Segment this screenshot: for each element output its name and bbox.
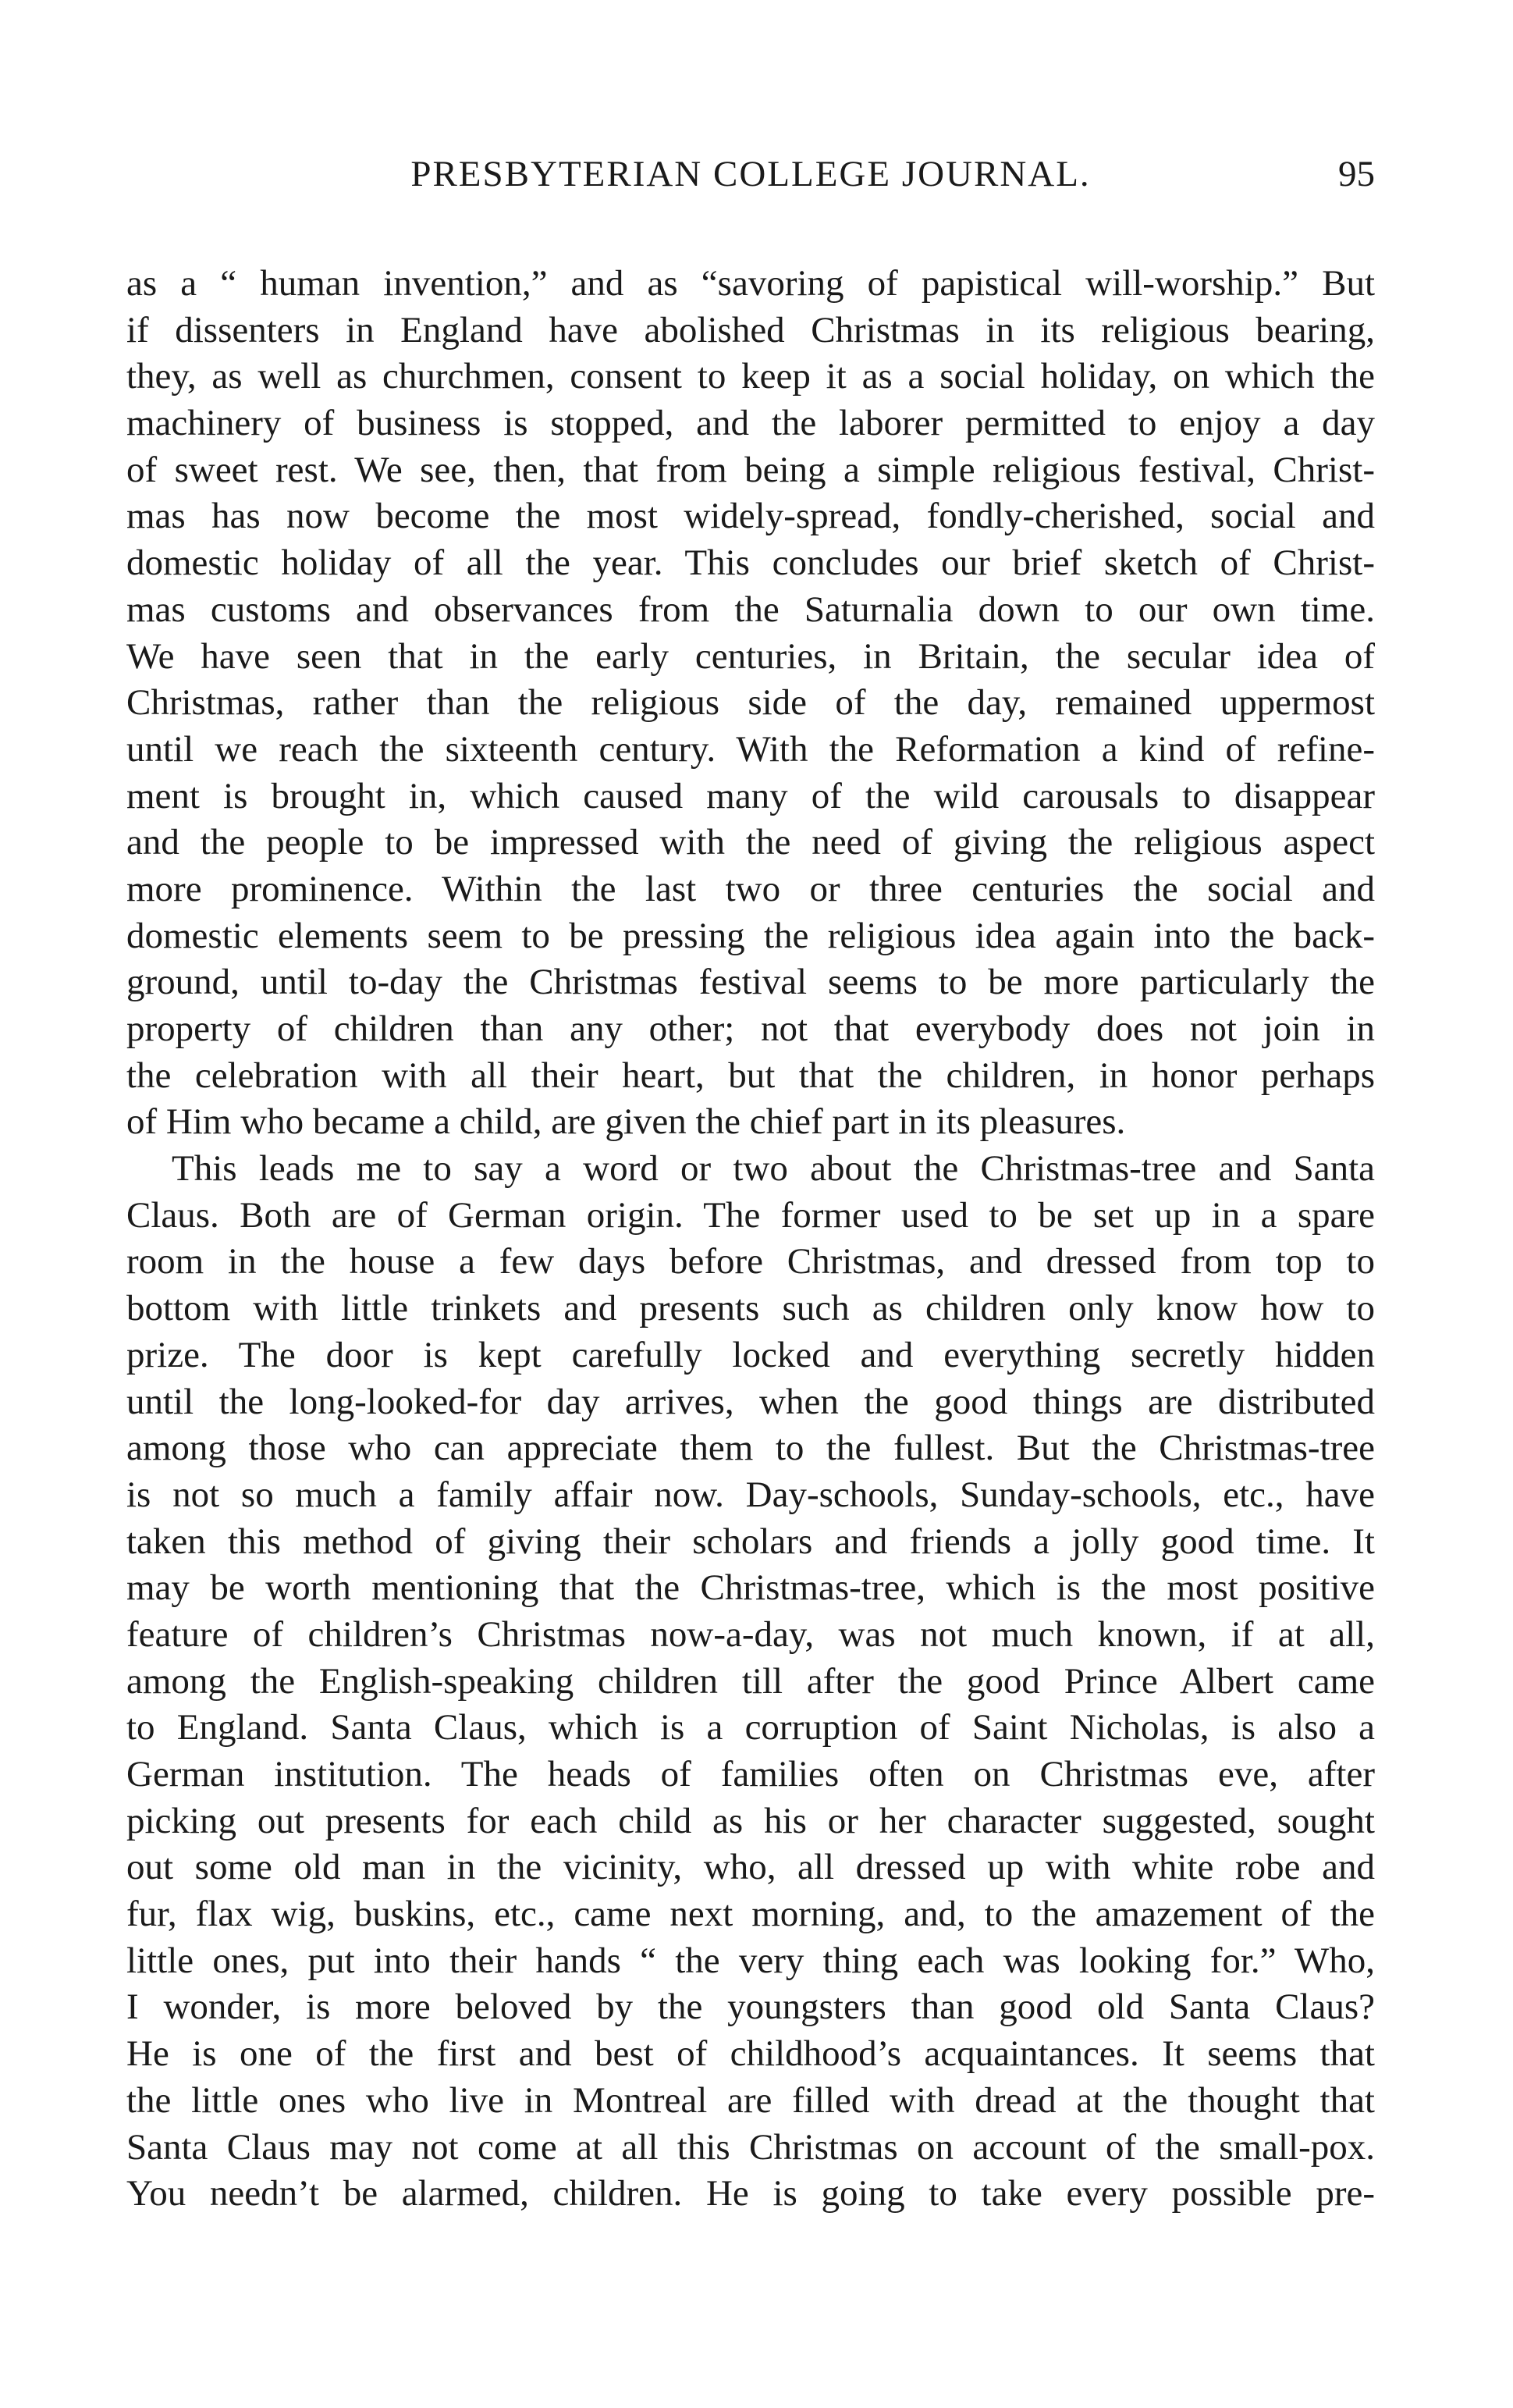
text-line: We have seen that in the early centuries, in Britain, the secular idea of — [126, 635, 1375, 677]
text-line: Christmas, rather than the religious side of the day, remained uppermost — [126, 682, 1375, 724]
text-line: little ones, put into their hands “ the very thing each was looking for.” Who, — [126, 1940, 1375, 1981]
text-line: and the people to be impressed with the need of giving the religious aspect — [126, 822, 1375, 863]
text-line: among the English-speaking children till after the good Prince Albert came — [126, 1660, 1375, 1702]
text-line: You needn’t be alarmed, children. He is going to take every possible pre- — [126, 2173, 1375, 2214]
text-line: until we reach the sixteenth century. With the Reformation a kind of refine- — [126, 728, 1375, 770]
paragraph-christmas-history — [126, 261, 1375, 1146]
text-line: domestic holiday of all the year. This concludes our brief sketch of Christ- — [126, 542, 1375, 584]
text-line: fur, flax wig, buskins, etc., came next morning, and, to the amazement of the — [126, 1894, 1375, 1935]
page-number: 95 — [1338, 154, 1375, 194]
text-line: picking out presents for each child as his or her character suggested, sought — [126, 1800, 1375, 1841]
text-line: may be worth mentioning that the Christmas-tree, which is the most positive — [126, 1567, 1375, 1609]
paragraph-christmas-tree-santa — [126, 1146, 1375, 2218]
text-line: the little ones who live in Montreal are filled with dread at the thought that — [126, 2079, 1375, 2121]
body-text — [126, 261, 1375, 2218]
text-line: domestic elements seem to be pressing the religious idea again into the back- — [126, 915, 1375, 956]
text-line: machinery of business is stopped, and the laborer permitted to enjoy a day — [126, 403, 1375, 444]
text-line-last: of Him who became a child, are given the chief part in its pleasures. — [126, 1101, 1126, 1143]
text-line: ment is brought in, which caused many of the wild carousals to disappear — [126, 775, 1375, 816]
text-line: mas customs and observances from the Saturnalia down to our own time. — [126, 589, 1375, 630]
text-line: Santa Claus may not come at all this Christmas on account of the small-pox. — [126, 2126, 1375, 2168]
text-line: of sweet rest. We see, then, that from being a simple religious festival, Christ- — [126, 449, 1375, 490]
text-line: room in the house a few days before Christmas, and dressed from top to — [126, 1241, 1375, 1282]
text-line: mas has now become the most widely-spread, fondly-cherished, social and — [126, 496, 1375, 537]
text-line: as a “ human invention,” and as “savoring of papistical will-worship.” But — [126, 263, 1375, 304]
text-line: to England. Santa Claus, which is a corruption of Saint Nicholas, is also a — [126, 1707, 1375, 1748]
text-line: property of children than any other; not that everybody does not join in — [126, 1008, 1375, 1049]
text-line: is not so much a family affair now. Day-schools, Sunday-schools, etc., have — [126, 1474, 1375, 1515]
text-line-first: This leads me to say a word or two about the Christmas-tree and Santa — [172, 1148, 1375, 1190]
text-line: the celebration with all their heart, but that the children, in honor perhaps — [126, 1055, 1375, 1096]
text-line: if dissenters in England have abolished Christmas in its religious bearing, — [126, 309, 1375, 350]
text-line: bottom with little trinkets and presents such as children only know how to — [126, 1288, 1375, 1329]
text-line: feature of children’s Christmas now-a-day, was not much known, if at all, — [126, 1613, 1375, 1655]
text-line: more prominence. Within the last two or three centuries the social and — [126, 868, 1375, 909]
text-line: until the long-looked-for day arrives, when the good things are distributed — [126, 1381, 1375, 1422]
running-head — [126, 147, 1375, 201]
text-line: they, as well as churchmen, consent to keep it as a social holiday, on which the — [126, 356, 1375, 397]
text-line: German institution. The heads of families often on Christmas eve, after — [126, 1754, 1375, 1794]
text-line: Claus. Both are of German origin. The former used to be set up in a spare — [126, 1194, 1375, 1236]
text-line: among those who can appreciate them to the fullest. But the Christmas-tree — [126, 1428, 1375, 1469]
text-line: prize. The door is kept carefully locked and everything secretly hidden — [126, 1334, 1375, 1375]
text-line: out some old man in the vicinity, who, all dressed up with white robe and — [126, 1847, 1375, 1888]
text-line: ground, until to-day the Christmas festival seems to be more particularly the — [126, 962, 1375, 1003]
text-line: taken this method of giving their scholars and friends a jolly good time. It — [126, 1521, 1375, 1562]
text-line: I wonder, is more beloved by the youngsters than good old Santa Claus? — [126, 1987, 1375, 2028]
journal-title: PRESBYTERIAN COLLEGE JOURNAL. — [410, 154, 1091, 194]
text-line: He is one of the first and best of childhood’s acquaintances. It seems that — [126, 2033, 1375, 2075]
